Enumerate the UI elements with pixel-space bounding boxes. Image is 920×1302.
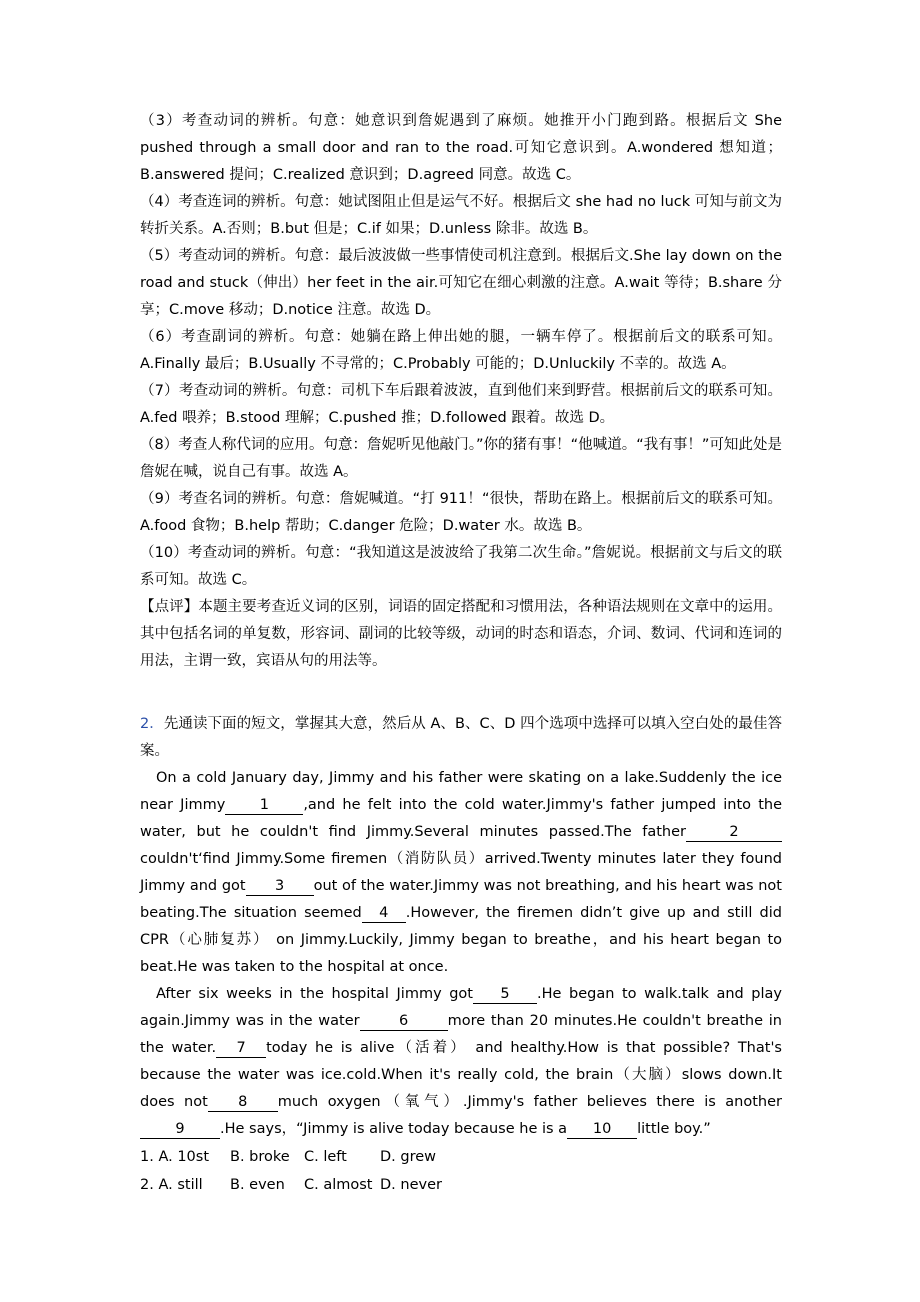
passage-text: more than 20 minutes.He couldn't breathe in the water. [140, 1013, 782, 1056]
option-c: C. left [304, 1149, 347, 1165]
passage-text: out of the water.Jimmy was not breathing, and his heart was not beating.The situation seemed [140, 878, 782, 921]
passage-paragraph-2 [140, 981, 782, 1143]
option-row-2 [140, 1171, 782, 1199]
explanation-10: （10）考查动词的辨析。句意：“我知道这是波波给了我第二次生命。”詹妮说。根据前文与后文的联系可知。故选 C。 [140, 545, 782, 588]
passage-text: little boy.” [637, 1121, 711, 1137]
blank-7: 7 [216, 1039, 266, 1058]
blank-5: 5 [473, 985, 537, 1004]
explanation-5: （5）考查动词的辨析。句意：最后波波做一些事情使司机注意到。根据后文.She lay down on the road and stuck（伸出）her feet in the air.可知它在细心刺激的注意。A.wait 等待；B.share 分享；C.move 移动；D.notice 注意。故选 D。 [140, 248, 782, 318]
explanations [140, 108, 782, 675]
blank-8: 8 [208, 1093, 278, 1112]
document-page [140, 108, 782, 1199]
explanation-6: （6）考查副词的辨析。句意：她躺在路上伸出她的腿，一辆车停了。根据前后文的联系可知。A.Finally 最后；B.Usually 不寻常的；C.Probably 可能的；D.Unluckily 不幸的。故选 A。 [140, 329, 782, 372]
answer-options [140, 1143, 782, 1199]
passage-text: .However, the firemen didn’t give up and still did CPR（心肺复苏） on Jimmy.Luckily, Jimmy began to breathe，and his heart began to beat.He was taken to the hospital at once. [140, 905, 782, 975]
passage-text: much oxygen（氧气）.Jimmy's father believes there is another [277, 1094, 782, 1110]
explanation-7: （7）考查动词的辨析。句意：司机下车后跟着波波，直到他们来到野营。根据前后文的联系可知。A.fed 喂养；B.stood 理解；C.pushed 推；D.followed 跟着。故选 D。 [140, 383, 782, 426]
option-a: 1. A. 10st [140, 1149, 210, 1165]
explanation-4: （4）考查连词的辨析。句意：她试图阻止但是运气不好。根据后文 she had no luck 可知与前文为转折关系。A.否则；B.but 但是；C.if 如果；D.unless 除非。故选 B。 [140, 194, 782, 237]
option-b: B. broke [230, 1149, 290, 1165]
question-2-instruction [140, 711, 782, 765]
blank-10: 10 [567, 1120, 637, 1139]
passage-text: .He says，“Jimmy is alive today because he is a [220, 1121, 568, 1137]
blank-1: 1 [225, 796, 303, 815]
blank-4: 4 [362, 904, 406, 923]
review-comment: 【点评】本题主要考查近义词的区别，词语的固定搭配和习惯用法，各种语法规则在文章中的运用。其中包括名词的单复数，形容词、副词的比较等级，动词的时态和语态，介词、数词、代词和连词的用法，主谓一致，宾语从句的用法等。 [140, 599, 782, 669]
blank-9: 9 [140, 1120, 220, 1139]
passage-text: ,and he felt into the cold water.Jimmy's father jumped into the water, but he couldn't find Jimmy.Several minutes passed.The father [140, 797, 782, 840]
option-a: 2. A. still [140, 1177, 203, 1193]
blank-3: 3 [246, 877, 314, 896]
passage-text: On a cold January day, Jimmy and his father were skating on a lake.Suddenly the ice near Jimmy [140, 770, 782, 813]
explanation-8: （8）考查人称代词的应用。句意：詹妮听见他敲门。”你的猪有事！“他喊道。“我有事！”可知此处是詹妮在喊，说自己有事。故选 A。 [140, 437, 782, 480]
option-c: C. almost [304, 1177, 373, 1193]
explanation-3: （3）考查动词的辨析。句意：她意识到詹妮遇到了麻烦。她推开小门跑到路。根据后文 She pushed through a small door and ran to the road.可知它意识到。A.wondered 想知道；B.answered 提问；C.realized 意识到；D.agreed 同意。故选 C。 [140, 113, 782, 183]
passage-text: couldn't‘find Jimmy.Some firemen（消防队员）arrived.Twenty minutes later they found Jimmy and got [140, 851, 782, 894]
option-b: B. even [230, 1177, 285, 1193]
option-row-1 [140, 1143, 782, 1171]
passage-text: today he is alive（活着） and healthy.How is that possible? That's because the water was ice.cold.When it's really cold, the brain（大脑）slows down.It does not [140, 1040, 782, 1110]
option-d: D. grew [380, 1149, 437, 1165]
passage-text: .He began to walk.talk and play again.Jimmy was in the water [140, 986, 782, 1029]
option-d: D. never [380, 1177, 442, 1193]
explanation-9: （9）考查名词的辨析。句意：詹妮喊道。“打 911！“很快，帮助在路上。根据前后文的联系可知。A.food 食物；B.help 帮助；C.danger 危险；D.water 水。故选 B。 [140, 491, 782, 534]
instruction-text: 先通读下面的短文，掌握其大意，然后从 A、B、C、D 四个选项中选择可以填入空白处的最佳答案。 [140, 716, 782, 759]
spacer [140, 675, 782, 711]
blank-2: 2 [686, 823, 782, 842]
passage-text: After six weeks in the hospital Jimmy got [156, 986, 473, 1002]
question-number: 2． [140, 716, 164, 732]
blank-6: 6 [360, 1012, 448, 1031]
passage-paragraph-1 [140, 765, 782, 981]
